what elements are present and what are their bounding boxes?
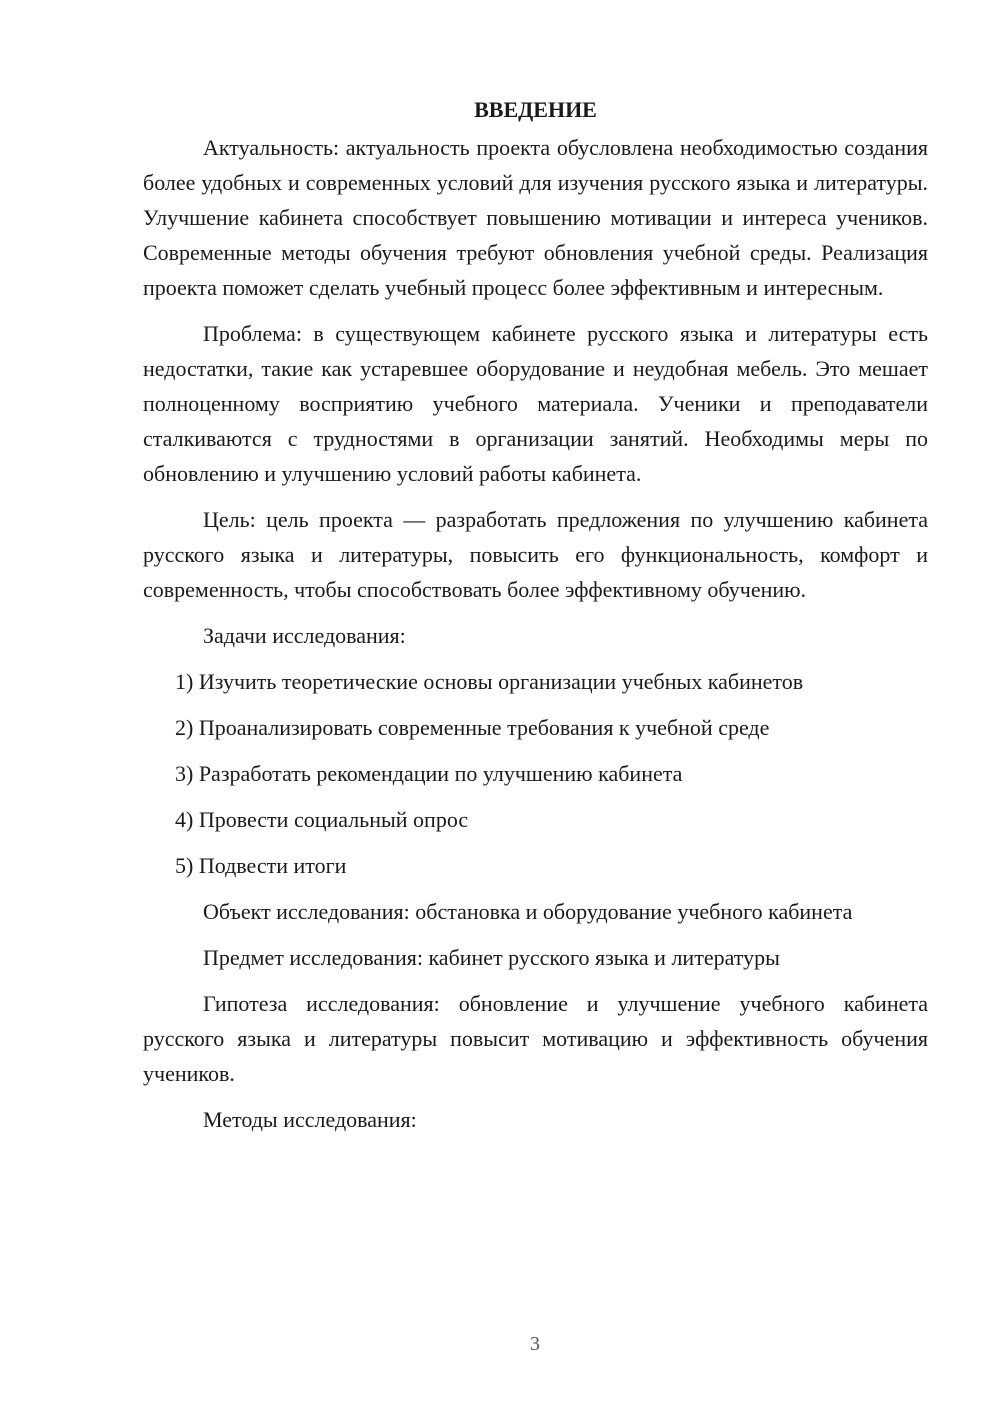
methods-heading: Методы исследования: bbox=[203, 1107, 417, 1132]
tasks-list bbox=[143, 664, 928, 883]
page-number: 3 bbox=[530, 1333, 540, 1355]
list-item: 5) Подвести итоги bbox=[175, 853, 347, 878]
paragraph-hypothesis: Гипотеза исследования: обновление и улучшение учебного кабинета русского языка и литературы повысит мотивацию и эффективность обучения учеников. bbox=[143, 991, 928, 1086]
paragraph-object: Объект исследования: обстановка и оборудование учебного кабинета bbox=[203, 899, 853, 924]
page-title: ВВЕДЕНИЕ bbox=[474, 97, 597, 122]
paragraph-relevance: Актуальность: актуальность проекта обусловлена необходимостью создания более удобных и современных условий для изучения русского языка и литературы. Улучшение кабинета способствует повышению мотивации и интереса учеников. Современные методы обучения требуют обновления учебной среды. Реализация проекта поможет сделать учебный процесс более эффективным и интересным. bbox=[143, 135, 928, 300]
paragraph-goal: Цель: цель проекта — разработать предложения по улучшению кабинета русского языка и литературы, повысить его функциональность, комфорт и современность, чтобы способствовать более эффективному обучению. bbox=[143, 507, 928, 602]
paragraph-subject: Предмет исследования: кабинет русского языка и литературы bbox=[203, 945, 780, 970]
list-item: 1) Изучить теоретические основы организации учебных кабинетов bbox=[175, 669, 804, 694]
list-item: 4) Провести социальный опрос bbox=[175, 807, 469, 832]
list-item: 3) Разработать рекомендации по улучшению кабинета bbox=[175, 761, 683, 786]
tasks-heading: Задачи исследования: bbox=[203, 623, 406, 648]
document-page bbox=[143, 92, 928, 1148]
paragraph-problem: Проблема: в существующем кабинете русского языка и литературы есть недостатки, такие как устаревшее оборудование и неудобная мебель. Это мешает полноценному восприятию учебного материала. Ученики и преподаватели сталкиваются с трудностями в организации занятий. Необходимы меры по обновлению и улучшению условий работы кабинета. bbox=[143, 321, 928, 486]
list-item: 2) Проанализировать современные требования к учебной среде bbox=[175, 715, 770, 740]
